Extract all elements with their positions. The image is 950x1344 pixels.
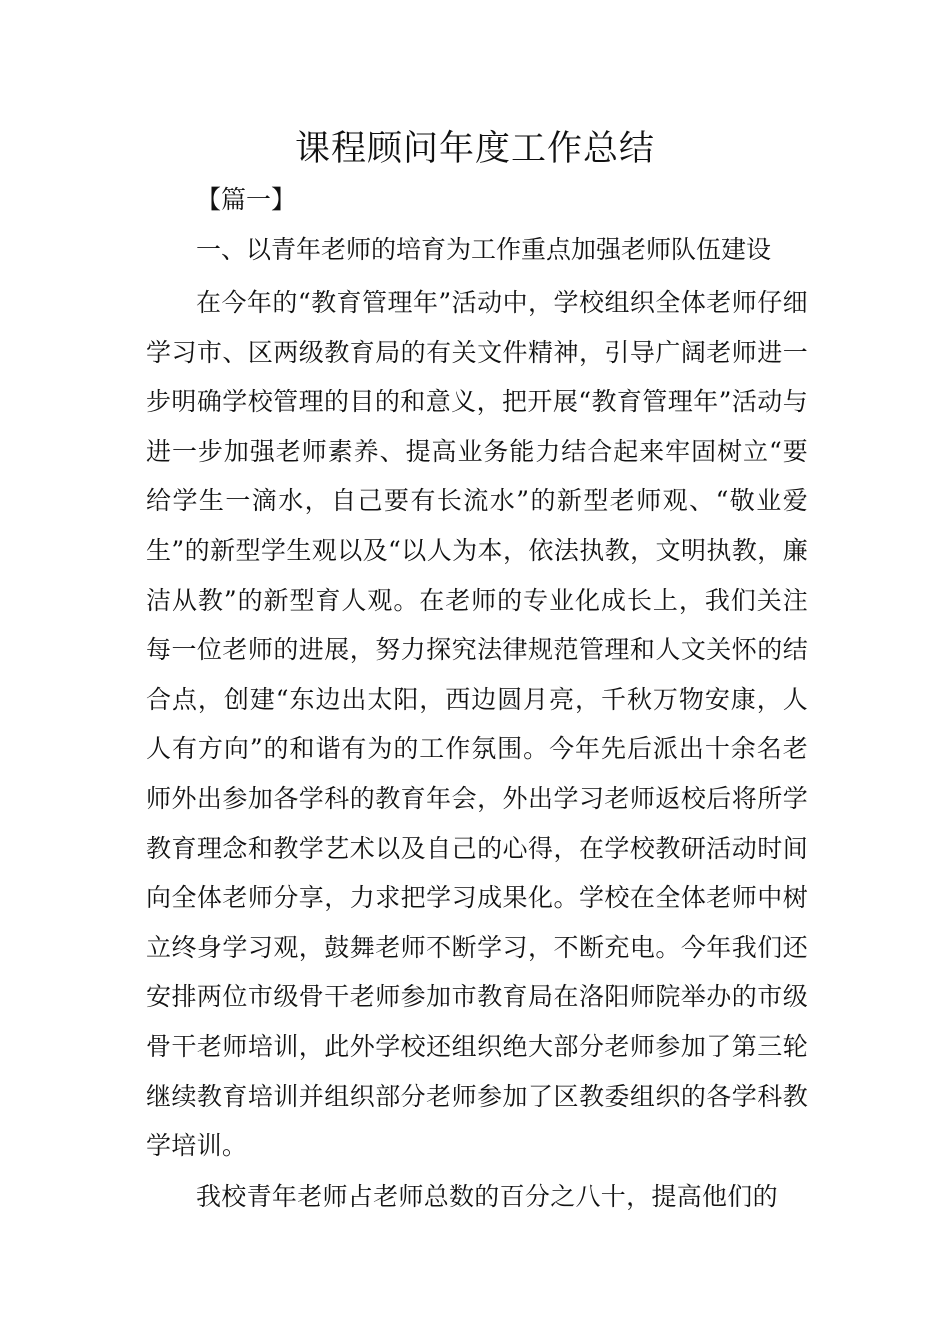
section-label: 【篇一】 (196, 185, 297, 214)
body-paragraph: 我校青年老师占老师总数的百分之八十，提高他们的 (196, 1182, 778, 1211)
section-heading: 一、以青年老师的培育为工作重点加强老师队伍建设 (196, 235, 772, 264)
document-title: 课程顾问年度工作总结 (294, 129, 655, 169)
body-paragraph: 在今年的“教育管理年”活动中，学校组织全体老师仔细学习市、区两级教育局的有关文件精神，引导广阔老师进一步明确学校管理的目的和意义，把开展“教育管理年”活动与进一步加强老师素养、提高业务能力结合起来牢固树立“要给学生一滴水，自己要有长流水”的新型老师观、“敬业爱生”的新型学生观以及“以人为本，依法执教，文明执教，廉洁从教”的新型育人观。在老师的专业化成长上，我们关注每一位老师的进展，努力探究法律规范管理和人文关怀的结合点，创建“东边出太阳，西边圆月亮，千秋万物安康，人人有方向”的和谐有为的工作氛围。今年先后派出十余名老师外出参加各学科的教育年会，外出学习老师返校后将所学教育理念和教学艺术以及自己的心得，在学校教研活动时间向全体老师分享，力求把学习成果化。学校在全体老师中树立终身学习观，鼓舞老师不断学习，不断充电。今年我们还安排两位市级骨干老师参加市教育局在洛阳师院举办的市级骨干老师培训，此外学校还组织绝大部分老师参加了第三轮继续教育培训并组织部分老师参加了区教委组织的各学科教学培训。 (146, 288, 808, 1161)
